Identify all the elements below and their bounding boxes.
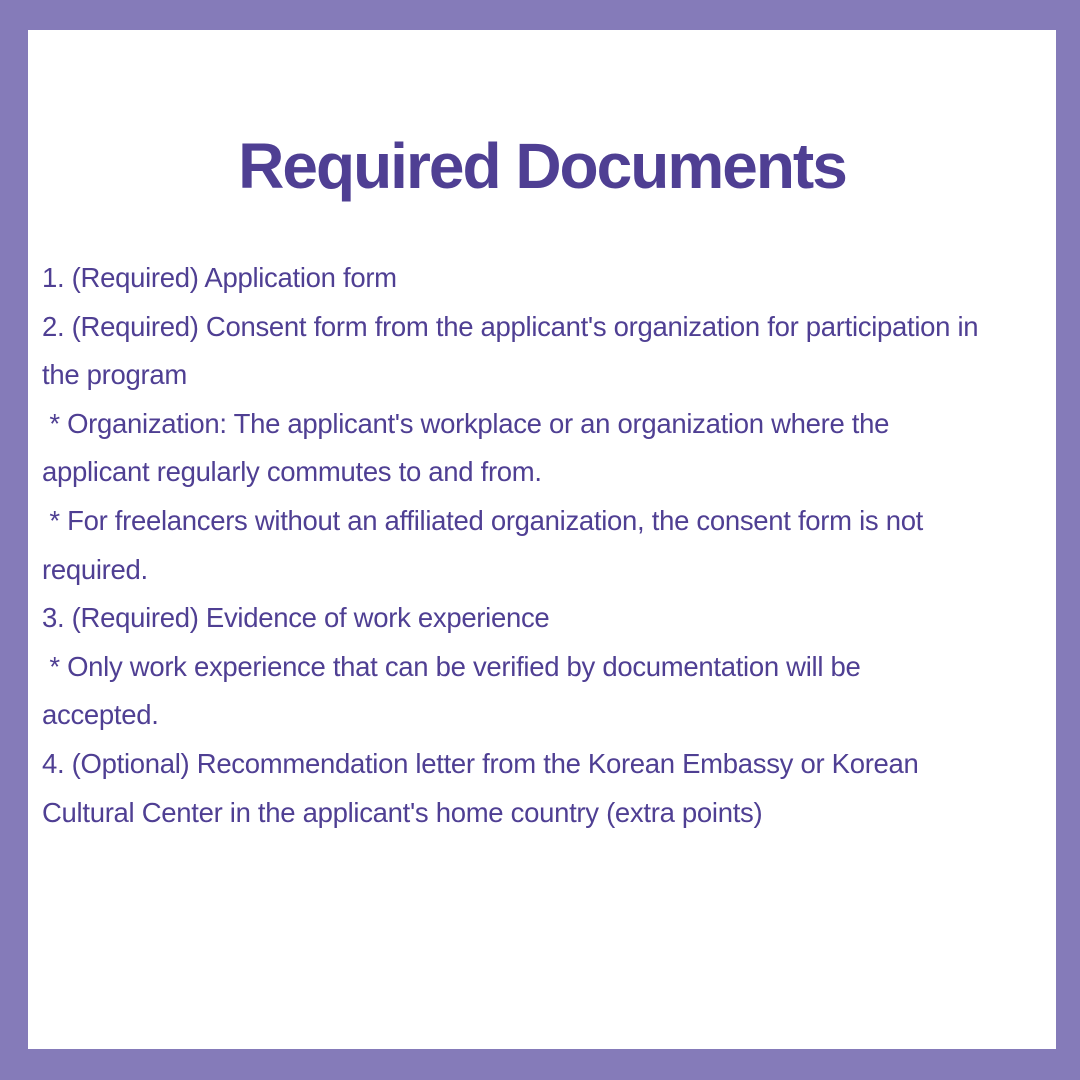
document-card [28, 30, 1056, 1049]
organization-note-continuation: applicant regularly commutes to and from. [42, 456, 542, 488]
list-item-4-continuation: Cultural Center in the applicant's home country (extra points) [42, 796, 763, 828]
list-item-4-line: 4. (Optional) Recommendation letter from the Korean Embassy or Korean [42, 747, 919, 779]
list-item-3-line: 3. (Required) Evidence of work experience [42, 602, 550, 634]
list-item-1-line: 1. (Required) Application form [42, 262, 397, 293]
work-experience-note-continuation: accepted. [42, 699, 159, 731]
organization-note-line: * Organization: The applicant's workplace or an organization where the [42, 407, 890, 439]
list-item-2-line: 2. (Required) Consent form from the applicant's organization for participation in [42, 310, 979, 342]
page-title: Required Documents [238, 130, 846, 202]
freelancer-note-line: * For freelancers without an affiliated organization, the consent form is not [42, 504, 924, 536]
work-experience-note-line: * Only work experience that can be verified by documentation will be [42, 650, 861, 682]
list-item-2-continuation: the program [42, 359, 187, 391]
required-documents-list [42, 254, 1056, 837]
freelancer-note-continuation: required. [42, 553, 148, 585]
